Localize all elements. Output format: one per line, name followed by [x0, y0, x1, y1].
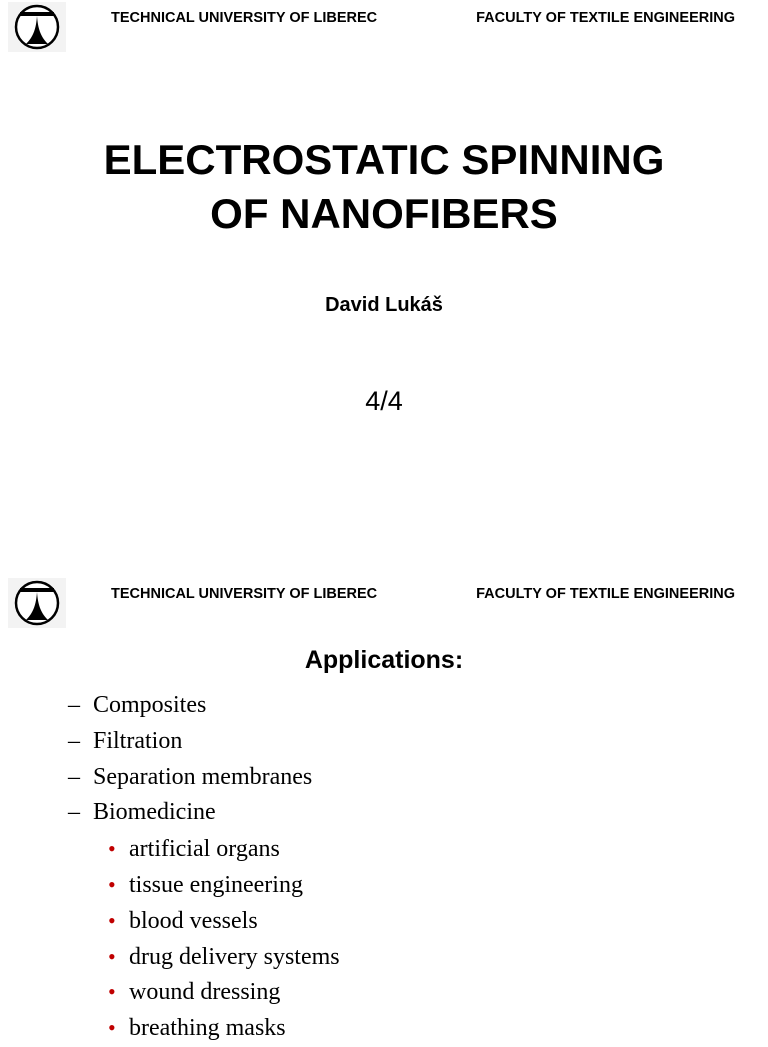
dash-marker: –: [68, 692, 80, 718]
bullet-marker: •: [108, 943, 116, 969]
list-item-text: breathing masks: [129, 1015, 286, 1042]
list-item: [0, 1010, 768, 1046]
part-number: 4/4: [365, 386, 403, 416]
bullet-marker: •: [108, 871, 116, 897]
list-item-text: artificial organs: [129, 836, 280, 863]
list-item-text: blood vessels: [129, 907, 258, 934]
title-line-2: OF NANOFIBERS: [210, 190, 558, 237]
list-item-text: Separation membranes: [93, 763, 313, 790]
list-item-text: drug delivery systems: [129, 943, 340, 970]
university-name: TECHNICAL UNIVERSITY OF LIBEREC: [111, 10, 378, 26]
list-item: [0, 688, 768, 724]
faculty-name: FACULTY OF TEXTILE ENGINEERING: [476, 10, 735, 26]
dash-marker: –: [68, 763, 80, 790]
slide-title: [0, 133, 768, 241]
title-line-1: ELECTROSTATIC SPINNING: [103, 136, 665, 183]
dash-marker: –: [68, 799, 80, 826]
applications-heading: Applications:: [304, 646, 464, 674]
applications-slide: [0, 576, 768, 1042]
list-item-text: tissue engineering: [129, 871, 303, 898]
list-item: [0, 939, 768, 975]
list-item-text: Filtration: [93, 727, 183, 754]
bullet-marker: •: [108, 979, 116, 1005]
list-item: [0, 974, 768, 1010]
bullet-marker: •: [108, 907, 116, 933]
tul-logo-icon: [8, 2, 66, 52]
bullet-marker: •: [108, 836, 116, 862]
list-item-text: Biomedicine: [93, 799, 216, 826]
list-item: [0, 903, 768, 939]
list-item: [0, 724, 768, 760]
list-item: [0, 831, 768, 867]
list-item: [0, 867, 768, 903]
dash-marker: –: [68, 727, 80, 754]
applications-list: [0, 688, 768, 1046]
bullet-marker: •: [108, 1015, 116, 1041]
list-item-text: wound dressing: [129, 979, 281, 1006]
university-name: TECHNICAL UNIVERSITY OF LIBEREC: [111, 586, 378, 602]
list-item: [0, 795, 768, 831]
faculty-name: FACULTY OF TEXTILE ENGINEERING: [476, 586, 735, 602]
tul-logo-icon: [8, 578, 66, 628]
author-name: David Lukáš: [325, 294, 443, 316]
list-item-text: Composites: [93, 692, 207, 718]
list-item: [0, 760, 768, 796]
